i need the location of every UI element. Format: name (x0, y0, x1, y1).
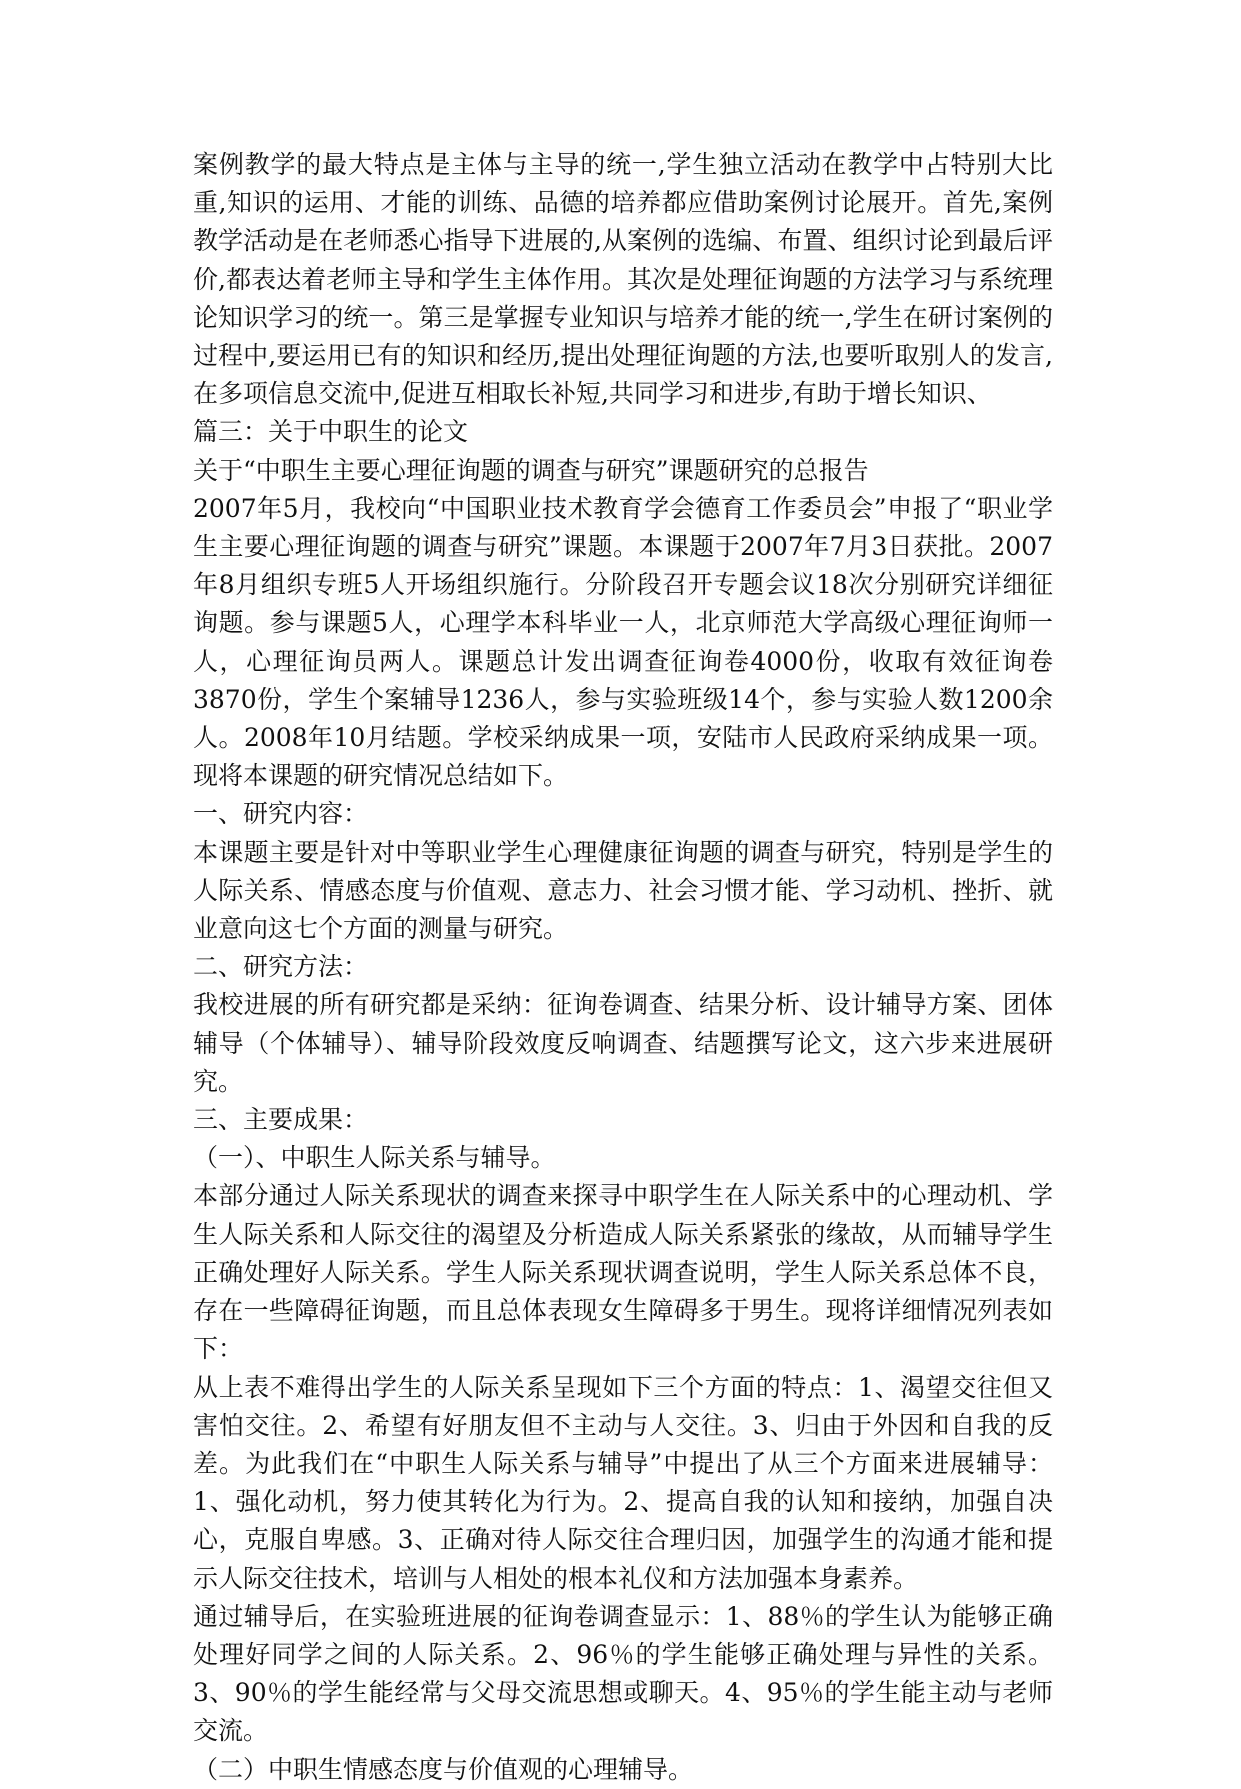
subheading-interpersonal: （一）、中职生人际关系与辅导。 (193, 1143, 556, 1173)
section-heading-part-three: 篇三：关于中职生的论文 (193, 417, 469, 447)
paragraph-interpersonal-features: 从上表不难得出学生的人际关系呈现如下三个方面的特点：1、渴望交往但又害怕交往。2、希望有好朋友但不主动与人交往。3、归由于外因和自我的反差。为此我们在“中职生人际关系与辅导”中提出了从三个方面来进展辅导：1、强化动机，努力使其转化为行为。2、提高自我的认知和接纳，加强自决心，克服自卑感。3、正确对待人际交往合理归因，加强学生的沟通才能和提示人际交往技术，培训与人相处的根本礼仪和方法加强本身素养。 (193, 1372, 1053, 1593)
heading-research-content: 一、研究内容： (193, 799, 369, 829)
report-title: 关于“中职生主要心理征询题的调查与研究”课题研究的总报告 (193, 455, 869, 485)
paragraph-research-method: 我校进展的所有研究都是采纳：征询卷调查、结果分析、设计辅导方案、团体辅导（个体辅导）、辅导阶段效度反响调查、结题撰写论文，这六步来进展研究。 (193, 990, 1053, 1096)
heading-research-method: 二、研究方法： (193, 952, 369, 982)
heading-main-results: 三、主要成果： (193, 1105, 369, 1135)
subheading-emotion-values: （二）中职生情感态度与价值观的心理辅导。 (193, 1754, 694, 1784)
paragraph-interpersonal-survey: 本部分通过人际关系现状的调查来探寻中职学生在人际关系中的心理动机、学生人际关系和人际交往的渴望及分析造成人际关系紧张的缘故，从而辅导学生正确处理好人际关系。学生人际关系现状调查说明，学生人际关系总体不良，存在一些障碍征询题，而且总体表现女生障碍多于男生。现将详细情况列表如下： (193, 1181, 1053, 1364)
paragraph-research-content: 本课题主要是针对中等职业学生心理健康征询题的调查与研究，特别是学生的人际关系、情感态度与价值观、意志力、社会习惯才能、学习动机、挫折、就业意向这七个方面的测量与研究。 (193, 837, 1053, 944)
paragraph-case-teaching: 案例教学的最大特点是主体与主导的统一,学生独立活动在教学中占特别大比重,知识的运用、才能的训练、品德的培养都应借助案例讨论展开。首先,案例教学活动是在老师悉心指导下进展的,从案例的选编、布置、组织讨论到最后评价,都表达着老师主导和学生主体作用。其次是处理征询题的方法学习与系统理论知识学习的统一。第三是掌握专业知识与培养才能的统一,学生在研讨案例的过程中,要运用已有的知识和经历,提出处理征询题的方法,也要听取别人的发言,在多项信息交流中,促进互相取长补短,共同学习和进步,有助于增长知识、 (193, 150, 1053, 409)
paragraph-project-background: 2007年5月，我校向“中国职业技术教育学会德育工作委员会”申报了“职业学生主要心理征询题的调查与研究”课题。本课题于2007年7月3日获批。2007年8月组织专班5人开场组织施行。分阶段召开专题会议18次分别研究详细征询题。参与课题5人，心理学本科毕业一人，北京师范大学高级心理征询师一人，心理征询员两人。课题总计发出调查征询卷4000份，收取有效征询卷3870份，学生个案辅导1236人，参与实验班级14个，参与实验人数1200余人。2008年10月结题。学校采纳成果一项，安陆市人民政府采纳成果一项。现将本课题的研究情况总结如下。 (193, 493, 1053, 791)
document-body (193, 146, 1053, 1789)
paragraph-guidance-results: 通过辅导后，在实验班进展的征询卷调查显示：1、88％的学生认为能够正确处理好同学之间的人际关系。2、96％的学生能够正确处理与异性的关系。3、90％的学生能经常与父母交流思想或聊天。4、95％的学生能主动与老师交流。 (193, 1601, 1053, 1746)
